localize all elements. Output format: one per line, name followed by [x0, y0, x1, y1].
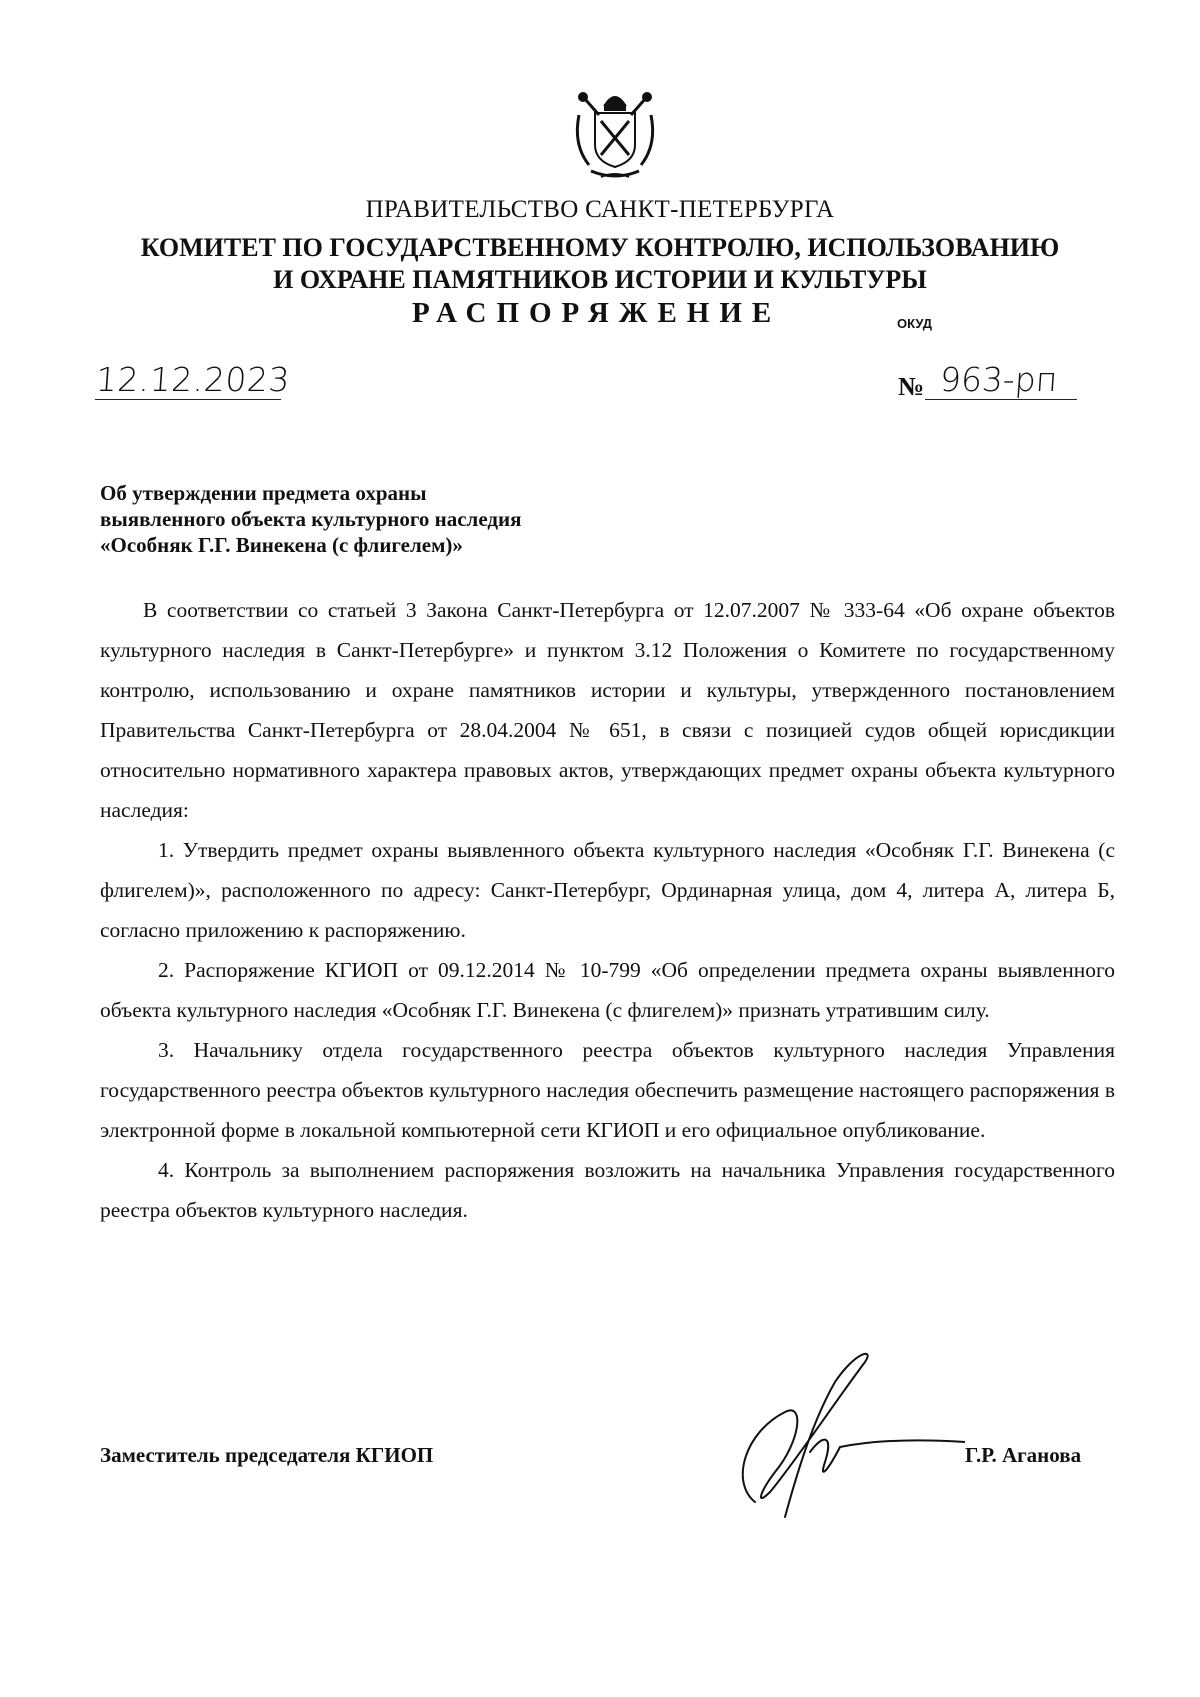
document-body [100, 590, 1115, 1230]
handwritten-signature [715, 1342, 965, 1532]
date-underline [95, 399, 281, 400]
item-paragraph-2: 2. Распоряжение КГИОП от 09.12.2014 № 10-799 «Об определении предмета охраны выявленного объекта культурного наследия «Особняк Г.Г. Винекена (с флигелем)» признать утратившим силу. [100, 958, 1115, 1022]
number-underline [925, 399, 1077, 400]
item-paragraph-1: 1. Утвердить предмет охраны выявленного объекта культурного наследия «Особняк Г.Г. Винекена (с флигелем)», расположенного по адресу: Санкт-Петербург, Ординарная улица, дом 4, литера А, литера Б, согласно приложению к распоряжению. [100, 838, 1115, 942]
government-name: ПРАВИТЕЛЬСТВО САНКТ-ПЕТЕРБУРГА [365, 196, 835, 223]
subject-line3: «Особняк Г.Г. Винекена (с флигелем)» [100, 533, 463, 557]
document-type: РАСПОРЯЖЕНИЕ [412, 297, 782, 329]
subject-line1: Об утверждении предмета охраны [100, 481, 427, 505]
document-number: 963-рп [938, 360, 1059, 399]
subject-line2: выявленного объекта культурного наследия [100, 507, 522, 531]
committee-name-line1: КОМИТЕТ ПО ГОСУДАРСТВЕННОМУ КОНТРОЛЮ, ИСПОЛЬЗОВАНИЮ [140, 233, 1060, 262]
signatory-position: Заместитель председателя КГИОП [100, 1443, 434, 1467]
okud-label: ОКУД [897, 316, 933, 331]
coat-of-arms-emblem [565, 85, 665, 185]
preamble-paragraph: В соответствии со статьей 3 Закона Санкт-Петербурга от 12.07.2007 № 333-64 «Об охране объектов культурного наследия в Санкт-Петербурге» и пунктом 3.12 Положения о Комитете по государственному контролю, использованию и охране памятников истории и культуры, утвержденного постановлением Правительства Санкт-Петербурга от 28.04.2004 № 651, в связи с позицией судов общей юрисдикции относительно нормативного характера правовых актов, утверждающих предмет охраны объекта культурного наследия: [100, 598, 1115, 822]
signer-name: Г.Р. Аганова [965, 1443, 1082, 1467]
number-sign: № [898, 372, 925, 401]
item-paragraph-3: 3. Начальнику отдела государственного реестра объектов культурного наследия Управления государственного реестра объектов культурного наследия обеспечить размещение настоящего распоряжения в электронной форме в локальной компьютерной сети КГИОП и его официальное опубликование. [100, 1038, 1115, 1142]
committee-name-line2: И ОХРАНЕ ПАМЯТНИКОВ ИСТОРИИ И КУЛЬТУРЫ [273, 265, 927, 294]
document-subject [100, 480, 521, 558]
document-date: 12.12.2023 [94, 360, 292, 399]
item-paragraph-4: 4. Контроль за выполнением распоряжения возложить на начальника Управления государственного реестра объектов культурного наследия. [100, 1158, 1115, 1222]
